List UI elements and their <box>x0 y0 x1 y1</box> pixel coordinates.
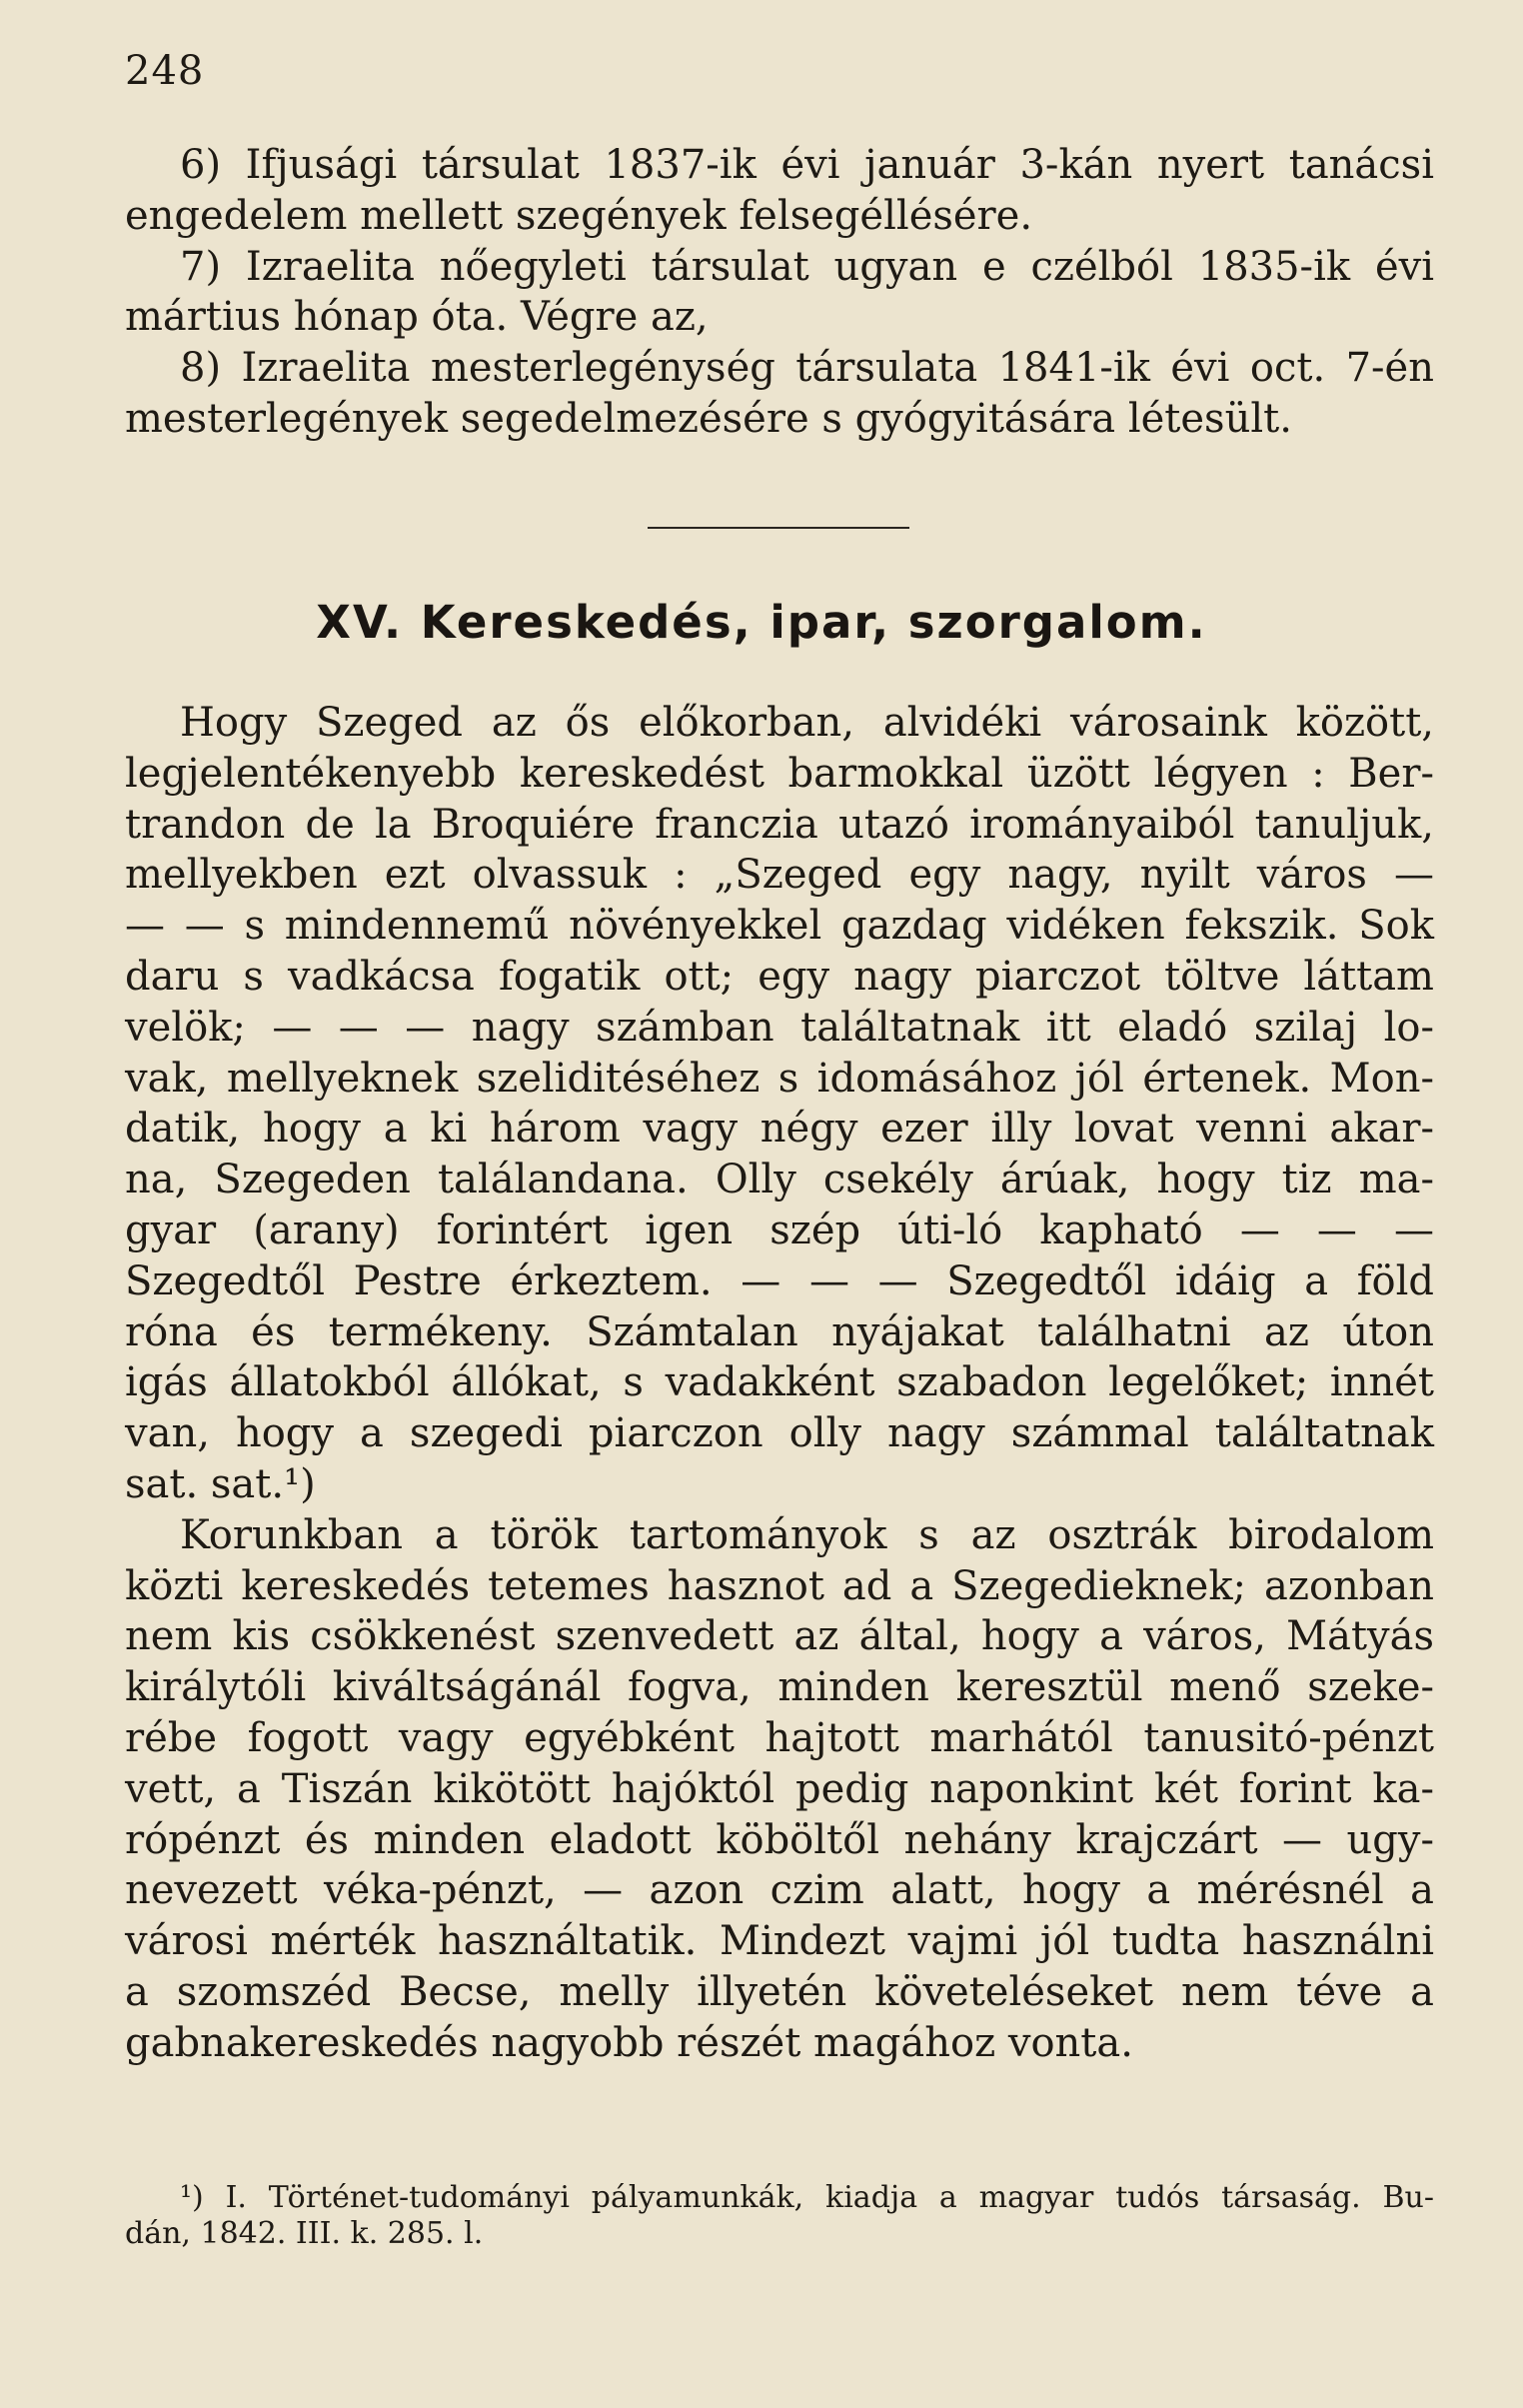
list-item-8-cont: mesterlegények segedelmezésére s gyógyitására létesült. <box>125 395 1292 442</box>
text-line: Hogy Szeged az ős előkorban, alvidéki városaink között, <box>180 700 1434 746</box>
text-line: a szomszéd Becse, melly illyetén követeléseket nem téve a <box>125 1968 1434 2015</box>
text-line: datik, hogy a ki három vagy négy ezer illy lovat venni akar- <box>125 1106 1434 1153</box>
text-line: trandon de la Broquiére franczia utazó irományaiból tanuljuk, <box>125 801 1434 848</box>
text-line: daru s vadkácsa fogatik ott; egy nagy piarczot töltve láttam <box>125 953 1434 1000</box>
text-line: róna és termékeny. Számtalan nyájakat találhatni az úton <box>125 1308 1434 1355</box>
text-line: rébe fogott vagy egyébként hajtott marhától tanusitó-pénzt <box>125 1714 1434 1761</box>
section-divider <box>648 527 909 529</box>
footnote-line: ¹) I. Történet-tudományi pályamunkák, kiadja a magyar tudós társaság. Bu- <box>180 2180 1434 2215</box>
list-item-8: 8) Izraelita mesterlegénység társulata 1841-ik évi oct. 7-én <box>180 345 1434 392</box>
text-line: Szegedtől Pestre érkeztem. — — — Szegedtől idáig a föld <box>125 1257 1434 1304</box>
list-item-6-cont: engedelem mellett szegények felsegéllésére. <box>125 192 1033 239</box>
text-line: velök; — — — nagy számban találtatnak itt eladó szilaj lo- <box>125 1004 1434 1051</box>
text-line: rópénzt és minden eladott köböltől nehány krajczárt — ugy- <box>125 1816 1434 1863</box>
page-number: 248 <box>125 48 205 94</box>
text-line: van, hogy a szegedi piarczon olly nagy számmal találtatnak <box>125 1410 1434 1457</box>
text-line: városi mérték használtatik. Mindezt vajmi jól tudta használni <box>125 1918 1434 1965</box>
society-list <box>125 140 1434 445</box>
list-item-6: 6) Ifjusági társulat 1837-ik évi január 3-kán nyert tanácsi <box>180 142 1434 188</box>
list-item-7: 7) Izraelita nőegyleti társulat ugyan e czélból 1835-ik évi <box>180 243 1434 290</box>
text-line: közti kereskedés tetemes hasznot ad a Szegedieknek; azonban <box>125 1562 1434 1609</box>
list-item-7-cont: mártius hónap óta. Végre az, <box>125 294 709 341</box>
text-line: gabnakereskedés nagyobb részét magához vonta. <box>125 2019 1133 2066</box>
footnote <box>125 2180 1434 2252</box>
text-line: mellyekben ezt olvassuk : „Szeged egy nagy, nyilt város — <box>125 852 1434 899</box>
text-line: királytóli kiváltságánál fogva, minden keresztül menő szeke- <box>125 1664 1434 1711</box>
text-line: vak, mellyeknek szeliditéséhez s idomásához jól értenek. Mon- <box>125 1055 1434 1102</box>
text-line: igás állatokból állókat, s vadakként szabadon legelőket; innét <box>125 1359 1434 1406</box>
body-text <box>125 698 1434 2069</box>
text-line: nevezett véka-pénzt, — azon czim alatt, hogy a mérésnél a <box>125 1867 1434 1914</box>
text-line: na, Szegeden találandana. Olly csekély árúak, hogy tiz ma- <box>125 1157 1434 1204</box>
text-line: — — s mindennemű növényekkel gazdag vidéken fekszik. Sok <box>125 903 1434 950</box>
text-line: gyar (arany) forintért igen szép úti-ló kapható — — — <box>125 1206 1434 1253</box>
text-line: sat. sat.¹) <box>125 1460 316 1507</box>
text-line: Korunkban a török tartományok s az osztrák birodalom <box>180 1511 1434 1558</box>
text-line: nem kis csökkenést szenvedett az által, hogy a város, Mátyás <box>125 1613 1434 1660</box>
section-heading: XV. Kereskedés, ipar, szorgalom. <box>316 596 1207 649</box>
text-line: vett, a Tiszán kikötött hajóktól pedig naponkint két forint ka- <box>125 1765 1434 1812</box>
footnote-line: dán, 1842. III. k. 285. l. <box>125 2216 484 2251</box>
text-line: legjelentékenyebb kereskedést barmokkal üzött légyen : Ber- <box>125 750 1434 797</box>
